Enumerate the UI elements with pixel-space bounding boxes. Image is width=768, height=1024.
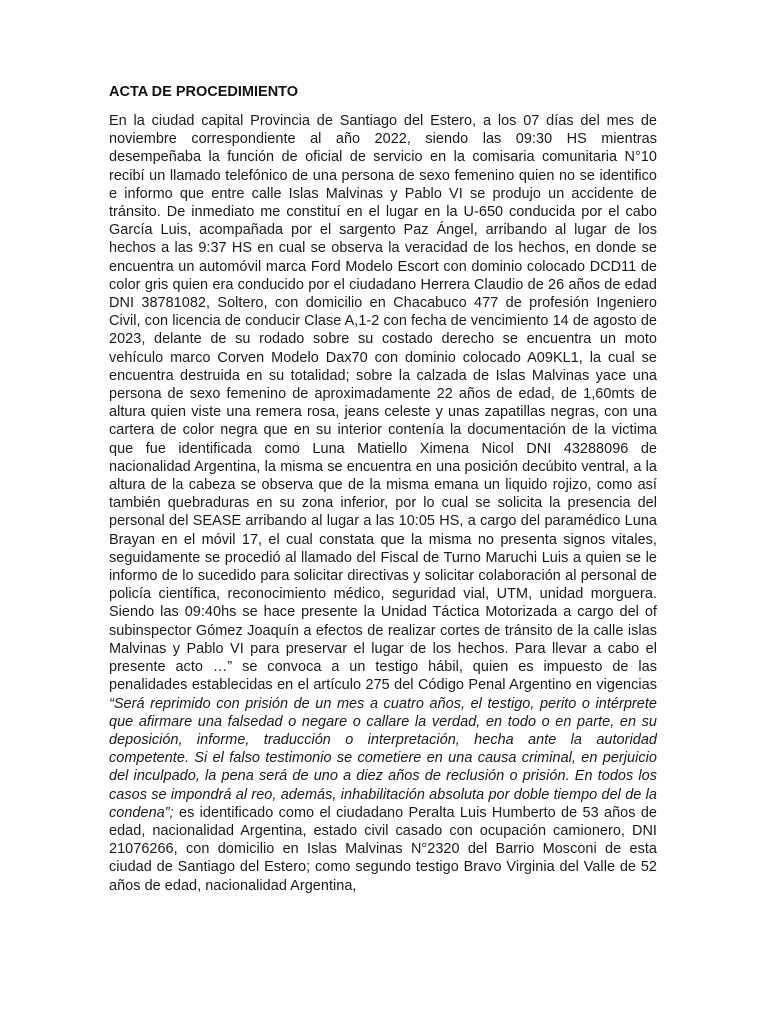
body-text-outro: es identificado como el ciudadano Peralta Luis Humberto de 53 años de edad, nacionalidad Argentina, estado civil casado con ocupación camionero, DNI 21076266, con domicilio en Islas Malvinas N°2320 del Barrio Mosconi de esta ciudad de Santiago del Estero; como segundo testigo Bravo Virginia del Valle de 52 años de edad, nacionalidad Argentina, (109, 804, 657, 894)
body-text-intro: En la ciudad capital Provincia de Santiago del Estero, a los 07 días del mes de noviembre correspondiente al año 2022, siendo las 09:30 HS mientras desempeñaba la función de oficial de servicio en la comisaria comunitaria N°10 recibí un llamado telefónico de una persona de sexo femenino quien no se identifico e informo que entre calle Islas Malvinas y Pablo VI se produjo un accidente de tránsito. De inmediato me constituí en el lugar en la U-650 conducida por el cabo García Luis, acompañada por el sargento Paz Ángel, arribando al lugar de los hechos a las 9:37 HS en cual se observa la veracidad de los hechos, en donde se encuentra un automóvil marca Ford Modelo Escort con dominio colocado DCD11 de color gris quien era conducido por el ciudadano Herrera Claudio de 26 años de edad DNI 38781082, Soltero, con domicilio en Chacabuco 477 de profesión Ingeniero Civil, con licencia de conducir Clase A,1-2 con fecha de vencimiento 14 de agosto de 2023, delante de su rodado sobre su costado derecho se encuentra un moto vehículo marco Corven Modelo Dax70 con dominio colocado A09KL1, la cual se encuentra destruida en su totalidad; sobre la calzada de Islas Malvinas yace una persona de sexo femenino de aproximadamente 22 años de edad, de 1,60mts de altura quien viste una remera rosa, jeans celeste y unas zapatillas negras, con una cartera de color negra que en su interior contenía la documentación de la victima que fue identificada como Luna Matiello Ximena Nicol DNI 43288096 de nacionalidad Argentina, la misma se encuentra en una posición decúbito ventral, a la altura de la cabeza se observa que de la misma emana un liquido rojizo, como así también quebraduras en su zona inferior, por lo cual se solicita la presencia del personal del SEASE arribando al lugar a las 10:05 HS, a cargo del paramédico Luna Brayan en el móvil 17, el cual constata que la misma no presenta signos vitales, seguidamente se procedió al llamado del Fiscal de Turno Maruchi Luis a quien se le informo de lo sucedido para solicitar directivas y solicitar colaboración al personal de policía científica, reconocimiento médico, seguridad vial, UTM, unidad morguera. Siendo las 09:40hs se hace presente la Unidad Táctica Motorizada a cargo del of subinspector Gómez Joaquín a efectos de realizar cortes de tránsito de la calle islas Malvinas y Pablo VI para preservar el lugar de los hechos. Para llevar a cabo el presente acto …” se convoca a un testigo hábil, quien es impuesto de las penalidades establecidas en el artículo 275 del Código Penal Argentino en vigencias (109, 113, 657, 694)
body-text-legal-quote: “Será reprimido con prisión de un mes a cuatro años, el testigo, perito o intérprete que afirmare una falsedad o negare o callare la verdad, en todo o en parte, en su deposición, informe, traducción o interpretación, hecha ante la autoridad competente. Si el falso testimonio se cometiere en una causa criminal, en perjuicio del inculpado, la pena será de uno a diez años de reclusión o prisión. En todos los casos se impondrá al reo, además, inhabilitación absoluta por doble tiempo del de la condena”; (109, 695, 657, 821)
document-title: ACTA DE PROCEDIMIENTO (109, 84, 299, 100)
document-body-paragraph (109, 112, 657, 895)
